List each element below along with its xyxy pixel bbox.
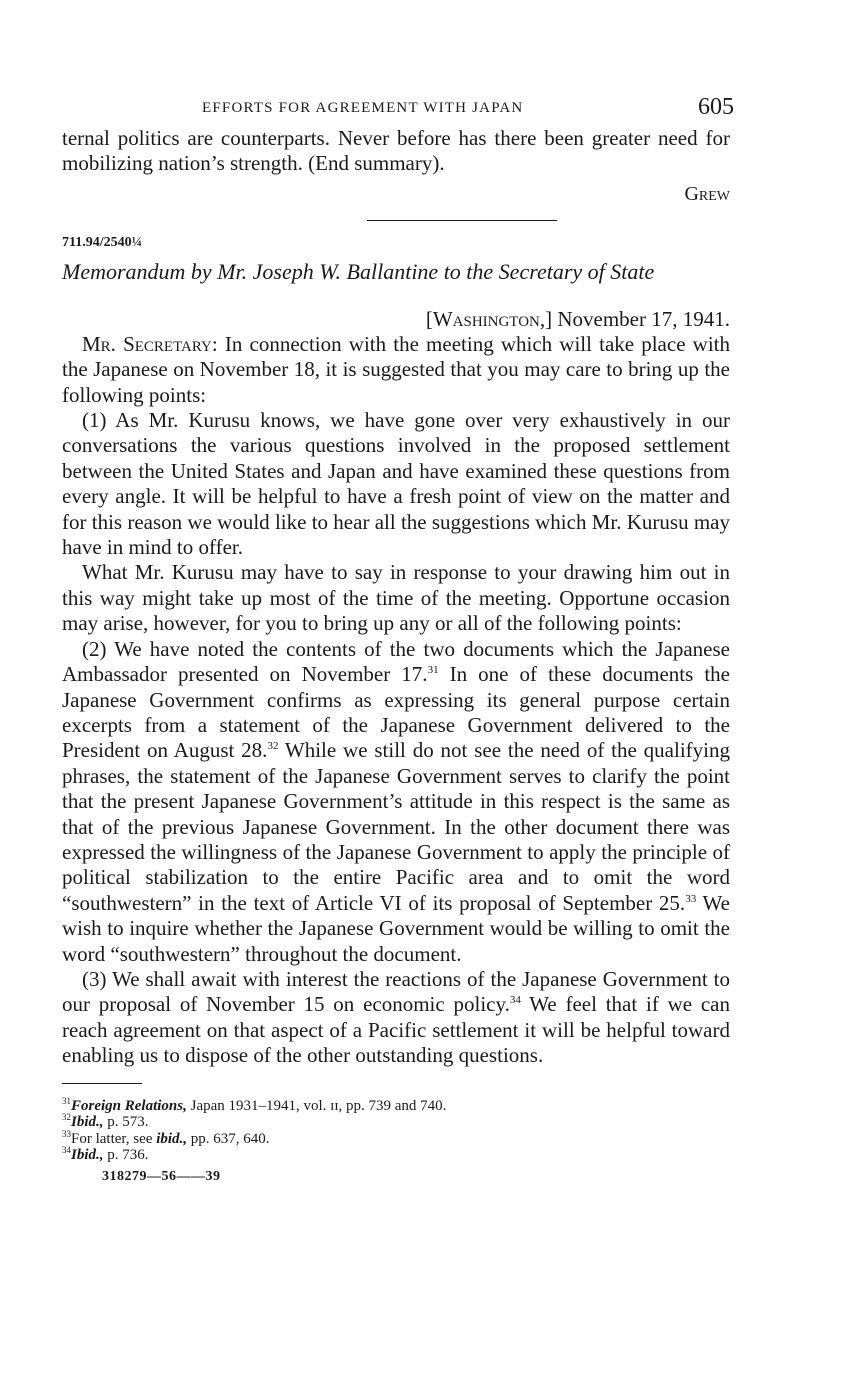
dateline — [62, 307, 730, 332]
footnote-prefix: For latter, see — [71, 1130, 157, 1147]
p2-text-c: While we still do not see the need of the qualifying phrases, the statement of the Japanese Government serves to clarify the point that the present Japanese Government’s attitude in this respect is the same as that of the previous Japanese Government. In the other document there was expressed the willingness of the Japanese Government to apply the principle of political stabilization to the entire Pacific area and to omit the word “southwestern” in the text of Article VI of its proposal of September 25. — [62, 738, 730, 915]
running-head — [62, 92, 734, 126]
footnote-num: 32 — [62, 1112, 71, 1123]
running-title: EFFORTS FOR AGREEMENT WITH JAPAN — [202, 100, 524, 116]
footnote-text: pp. 637, 640. — [187, 1130, 270, 1147]
footnote-source: Ibid., — [71, 1114, 104, 1131]
footnote-divider — [62, 1083, 142, 1084]
dateline-place: [Washington,] — [425, 306, 553, 331]
paragraph-point-3 — [62, 967, 730, 1069]
footnote-text: p. 573. — [103, 1114, 149, 1131]
document-page — [62, 92, 734, 1185]
footnote-num: 31 — [62, 1095, 71, 1106]
p3-text-b: We feel that if we can reach agreement on that aspect of a Pacific settlement it will be helpful toward enabling us to dispose of the other outstanding questions. — [62, 992, 730, 1068]
footnote-source: ibid., — [156, 1130, 188, 1147]
footnote-ref-31: 31 — [427, 664, 439, 677]
footnote-33 — [62, 1128, 730, 1148]
footnote-ref-33: 33 — [685, 892, 697, 905]
footnote-31 — [62, 1095, 730, 1115]
footnote-ref-32: 32 — [267, 740, 279, 753]
footnote-text: Japan 1931–1941, vol. ɪɪ, pp. 739 and 740. — [186, 1097, 447, 1114]
dateline-date: November 17, 1941. — [557, 306, 730, 331]
p2-text-d: We wish to inquire whether the Japanese Government would be willing to omit the word “southwestern” throughout the document. — [62, 890, 730, 966]
footnote-text: p. 736. — [103, 1147, 149, 1164]
footnote-source: Foreign Relations, — [71, 1097, 187, 1114]
p3-text-a: (3) We shall await with interest the reactions of the Japanese Government to our proposal of November 15 on economic policy. — [62, 966, 730, 1017]
p2-text-a: (2) We have noted the contents of the two documents which the Japanese Ambassador presented on November 17. — [62, 636, 730, 687]
salutation: Mr. Secretary: — [82, 331, 218, 356]
signature: Grew — [684, 182, 730, 205]
printer-key: 318279—56——39 — [102, 1168, 221, 1184]
footnote-num: 34 — [62, 1145, 71, 1156]
memo-title: Memorandum by Mr. Joseph W. Ballantine to the Secretary of State — [62, 258, 655, 284]
footnote-ref-34: 34 — [509, 994, 521, 1007]
footnote-32 — [62, 1114, 730, 1131]
paragraph-1-text: In connection with the meeting which will take place with the Japanese on November 18, it is suggested that you may care to bring up the following points: — [62, 331, 730, 407]
footnote-num: 33 — [62, 1128, 71, 1139]
paragraph-point-2 — [62, 637, 730, 967]
section-divider — [367, 220, 557, 221]
file-number: 711.94/2540¼ — [62, 234, 143, 250]
paragraph-point-1: (1) As Mr. Kurusu knows, we have gone over very exhaustively in our conversations the various questions involved in the proposed settlement between the United States and Japan and have examined these questions from every angle. It will be helpful to have a fresh point of view on the matter and for this reason we would like to hear all the suggestions which Mr. Kurusu may have in mind to offer. — [62, 408, 730, 560]
paragraph-opportune: What Mr. Kurusu may have to say in response to your drawing him out in this way might take up most of the time of the meeting. Opportune occasion may arise, however, for you to bring up any or all of the following points: — [62, 560, 730, 636]
footnotes — [62, 1095, 730, 1164]
paragraph-salutation — [62, 332, 730, 408]
footnote-34 — [62, 1147, 730, 1164]
p2-text-b: In one of these documents the Japanese Government confirms as expressing its general purpose certain excerpts from a statement of the Japanese Government delivered to the President on August 28. — [62, 662, 731, 763]
page-number: 605 — [698, 94, 734, 120]
preceding-paragraph: ternal politics are counterparts. Never before has there been greater need for mobilizing nation’s strength. (End summary). — [62, 126, 730, 176]
footnote-source: Ibid., — [71, 1147, 104, 1164]
